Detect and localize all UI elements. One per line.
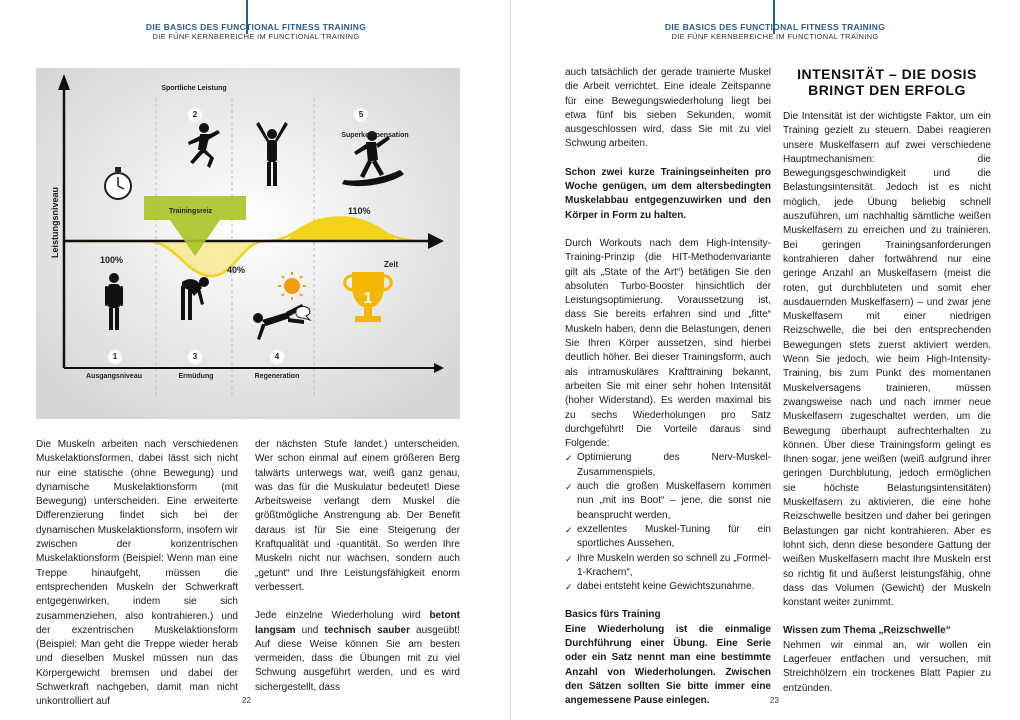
paragraph-reizschwelle: Nehmen wir einmal an, wir wollen ein Lagerfeuer entfachen und versuchen, mit Streichhölzern ein trockenes Blatt Papier zu entzünden. xyxy=(783,639,991,694)
y-axis-label: Leistungsniveau xyxy=(50,186,60,258)
basics-text: Eine Wiederholung ist die einmalige Durchführung einer Übung. Eine Serie oder ein Satz nennt man eine bestimmte Anzahl von Wiederholungen. Zwischen den Sätzen sollten Sie bitte immer eine angemessene Pause einlegen. xyxy=(565,623,771,707)
trophy-number: 1 xyxy=(363,290,373,307)
trainingsreiz-label: Trainingsreiz xyxy=(169,208,213,215)
paragraph-intensity: Die Intensität ist der wichtigste Faktor, um ein Training gezielt zu steuern. Dabei reagieren unsere Muskelfasern auf zwei verschiedene Hauptmechanismen: die Bewegungsgeschwindigkeit und die Belastungsintensität. Jedoch ist es nicht möglich, jede Übung beliebig schnell auszuführen, um nachhaltig sämtliche weißen Muskelfasern zu erreichen und zu trainieren. Bei geringen Trainingsanforderungen kontrahieren daher fortwährend nur eine geringe Anzahl an Muskelfasern (meist die roten, gut durchbluteten und somit eher ausdauernden Muskelfasern) – und zwar jene Muskelfasern mit einer niedrigen Reizschwelle, die bei den entsprechenden Bewegungen stets zuerst aktiviert werden. Wenn Sie jedoch, wie beim High-Intensity-Training, bis zum Punkt des momentanen Muskelversagens trainieren, müssen zwangsweise nach und nach immer neue Muskelfasern zugeschaltet werden, um die Bewegung überhaupt aufrechterhalten zu können. Über diese Trainingsform gelingt es Ihnen sogar, jene weißen (weiß aufgrund ihrer geringen Durchblutung, jedoch ermöglichen sie höchste Belastungsintensitäten) Muskelfasern zu aktivieren, die eine hohe Reizschwelle besitzen und daher bei geringen Belastungen gar nicht kontrahieren. Aber es lohnt sich, denn diese besondere Gattung der weißen Muskelfasern macht Ihre Muskeln erst so richtig fit und äußerst leistungsfähig, ohne dass das Volumen (Gewicht) der Muskeln konstant weiter zunimmt. xyxy=(783,111,991,609)
x-axis-label: Zeit xyxy=(384,260,399,269)
stage-label-1: Ausgangsniveau xyxy=(85,373,142,380)
header-subtitle: DIE FÜNF KERNBEREICHE IM FUNCTIONAL TRAINING xyxy=(152,31,360,41)
supercompensation-diagram xyxy=(36,68,460,419)
paragraph: der nächsten Stufe landet.) unterscheiden. Wer schon einmal auf einem größeren Berg talwärts unterwegs war, weiß ganz genau, was das für die Muskulatur bedeutet! Diese Arbeitsweise verlangt dem Muskel die größtmögliche Anstrengung ab. Der Benefit daraus ist für Sie eine Steigerung der Kraftqualität und -quantität. So werden Ihre Muskeln nicht nur wachsen, sondern auch „getunt“ und Ihre Leistungsfähigkeit enorm verbessert. xyxy=(255,439,460,593)
running-header xyxy=(116,23,396,41)
right-page xyxy=(510,0,1020,720)
paragraph-repetition: Jede einzelne Wiederholung wird betont langsam und technisch sauber ausgeübt! Auf diese Weise können Sie am besten vermeiden, dass die Übungen mit zu viel Schwung ausgeführt werden, und es wird sichergestellt, dass xyxy=(255,610,460,693)
basics-title: Basics fürs Training xyxy=(565,609,661,621)
paragraph: Die Muskeln arbeiten nach verschiedenen Muskelaktionsformen, dabei lässt sich nicht nur eine statische (ohne Bewegung) und dynamische Muskelaktionsform (mit Bewegung) unterscheiden. Eine erweiterte Differenzierung findet sich bei der dynamischen Muskelaktionsform, insofern wir zwischen der konzentrischen Muskelaktionsform (Beispiel: Wenn man eine Treppe hinaufgeht, müssen die entsprechenden Muskeln der Schwerkraft entgegenwirken, indem sie sich zusammenziehen, also kontrahieren.) und der exzentrischen Muskelaktionsform (Beispiel: Man geht die Treppe wieder herab und dieselben Muskel müssen nun das Körpergewicht bremsen und dabei der Schwerkraft nachgeben, damit man nicht unkontrolliert auf xyxy=(36,439,238,708)
section-title: INTENSITÄT – DIE DOSIS BRINGT DEN ERFOLG xyxy=(797,66,977,98)
list-item: ✓ Optimierung des Nerv-Muskel-Zusammenspiels, xyxy=(565,451,771,480)
pct-40: 40% xyxy=(227,265,246,275)
paragraph: auch tatsächlich der gerade trainierte Muskel die Arbeit verrichtet. Eine ideale Zeitspanne für eine Bewegungswiederholung liegt bei etwa fünf bis sieben Sekunden, womit ausgeschlossen wird, dass Sie mit zu viel Schwung arbeiten. xyxy=(565,67,771,150)
diagram-graphics xyxy=(36,68,460,419)
stage-num-2: 2 xyxy=(188,108,202,122)
stage-label-4: Regeneration xyxy=(254,373,300,380)
header-subtitle: DIE FÜNF KERNBEREICHE IM FUNCTIONAL TRAINING xyxy=(671,31,879,41)
stage-label-5: Superkompensation xyxy=(341,132,409,139)
stage-num-5: 5 xyxy=(354,108,368,122)
header-title: DIE BASICS DES FUNCTIONAL FITNESS TRAINING xyxy=(145,22,367,32)
list-item: ✓ exzellentes Muskel-Tuning für ein sportliches Aussehen, xyxy=(565,523,771,552)
left-column-1 xyxy=(36,438,238,720)
running-header xyxy=(635,23,915,41)
right-column-1 xyxy=(565,66,771,720)
list-item: ✓ Ihre Muskeln werden so schnell zu „Formel-1-Krachern“, xyxy=(565,552,771,581)
list-item: ✓ dabei entsteht keine Gewichtszunahme. xyxy=(565,580,771,594)
paragraph-hit: Durch Workouts nach dem High-Intensity-Training-Prinzip (die HIT-Methodenvariante gilt als „State of the Art“) betätigen Sie den absoluten Turbo-Booster hinsichtlich der Leistungsoptimierung. Voraussetzung ist, dass Sie bereits erfahren sind und „fitte“ Muskeln haben, denn die Belastungen, denen Sie Ihren Körper aussetzen, sind hierbei deutlich höher. Bei dieser Trainingsform, auch als intramuskuläres Krafttraining bekannt, arbeiten Sie mit einer sehr hohen Intensität (hoher Widerstand). Es werden maximal bis zu sechs Wiederholungen pro Satz durchgeführt! Die Vorteile daraus sind Folgende: xyxy=(565,237,771,450)
stage-num-1: 1 xyxy=(108,350,122,364)
page-number-right: 23 xyxy=(770,696,779,705)
highlight-paragraph: Schon zwei kurze Trainingseinheiten pro Woche genügen, um dem altersbedingten Muskelabbau entgegenzuwirken und den Körper in Form zu halten. xyxy=(565,166,771,221)
stage-label-3: Ermüdung xyxy=(178,373,214,380)
stage-num-4: 4 xyxy=(270,350,284,364)
top-label: Sportliche Leistung xyxy=(161,85,227,92)
right-column-2 xyxy=(783,66,991,710)
list-item: ✓ auch die großen Muskelfasern kommen nun „mit ins Boot“ – jene, die sonst nie beansprucht werden, xyxy=(565,480,771,523)
page-number-left: 22 xyxy=(242,696,251,705)
stage-num-3: 3 xyxy=(188,350,202,364)
pct-110: 110% xyxy=(348,206,371,216)
benefits-checklist xyxy=(565,451,771,594)
pct-100: 100% xyxy=(100,255,124,265)
left-column-2 xyxy=(255,438,460,709)
header-title: DIE BASICS DES FUNCTIONAL FITNESS TRAINING xyxy=(664,22,886,32)
subsection-title: Wissen zum Thema „Reizschwelle“ xyxy=(783,625,951,637)
